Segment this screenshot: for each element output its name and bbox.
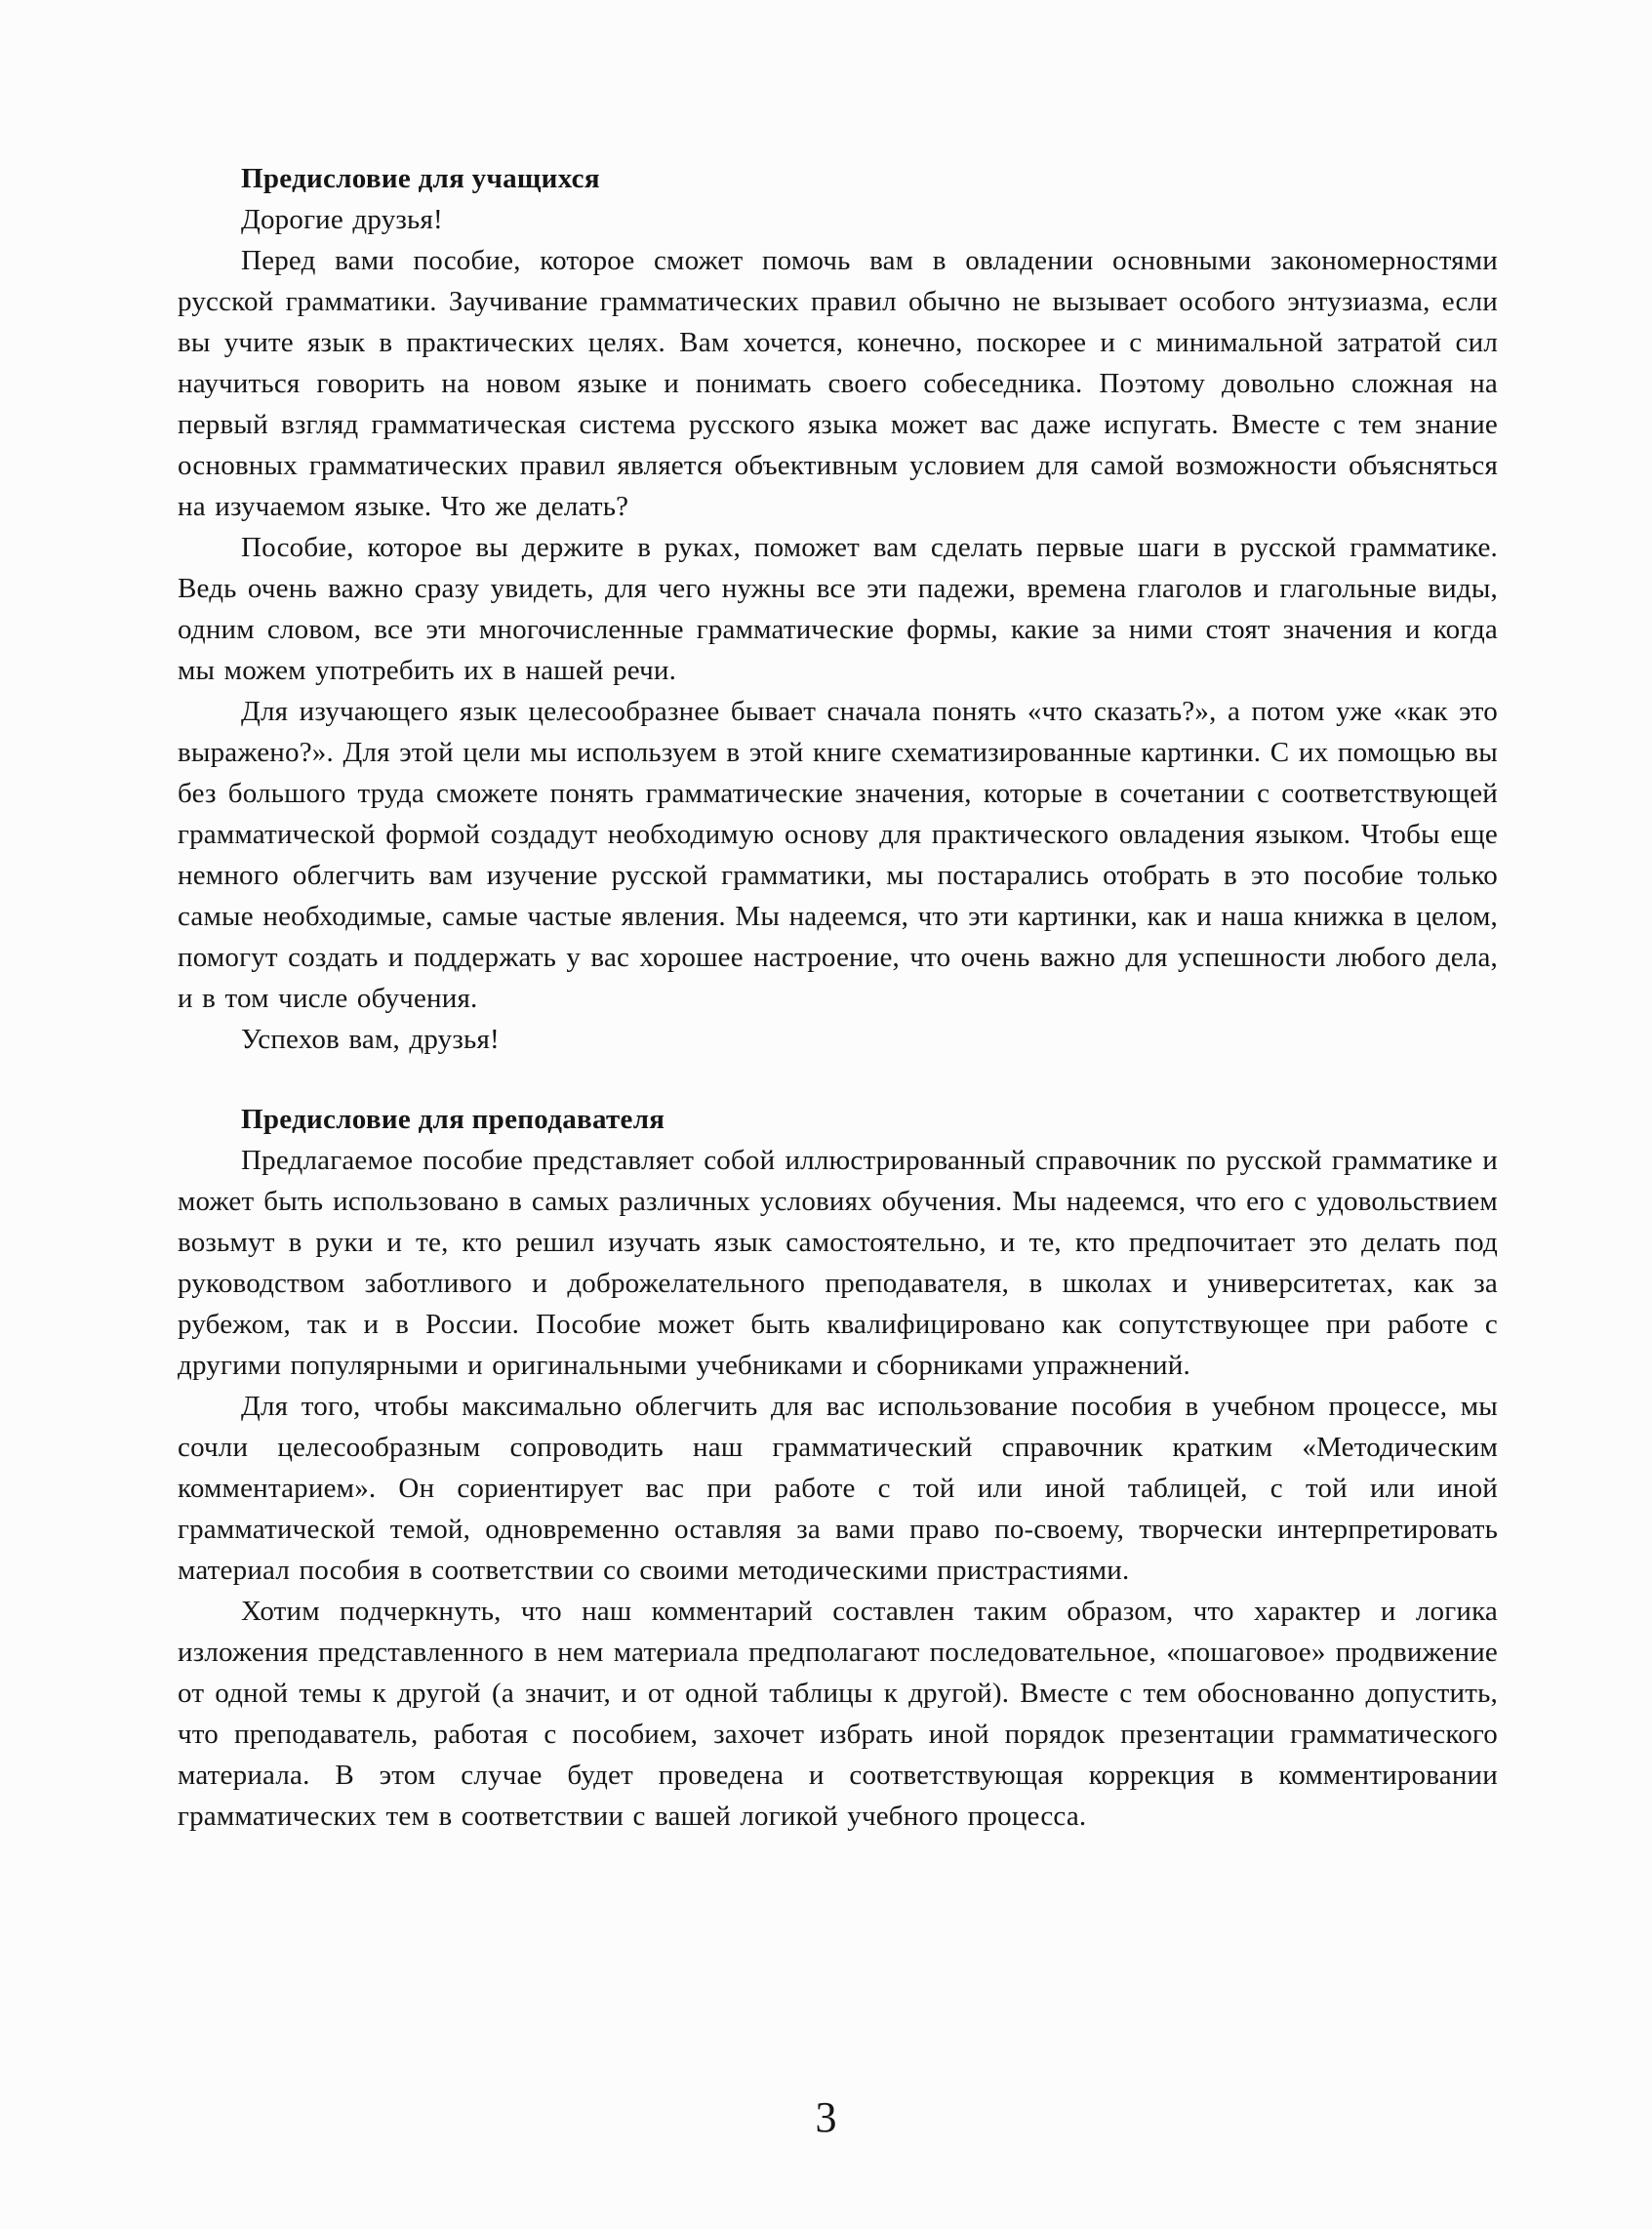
paragraph: Для изучающего язык целесообразнее бывает сначала понять «что сказать?», а потом уже «как это выражено?». Для этой цели мы используем в этой книге схематизированные картинки. С их помощью вы без большого труда сможете понять грамматические значения, которые в сочетании с соответствующей грамматической формой создадут необходимую основу для практического овладения языком. Чтобы еще немного облегчить вам изучение русской грамматики, мы постарались отобрать в это пособие только самые необходимые, самые частые явления. Мы надеемся, что эти картинки, как и наша книжка в целом, помогут создать и поддержать у вас хорошее настроение, что очень важно для успешности любого дела, и в том числе обучения. [178,696,1498,1014]
paragraph: Для того, чтобы максимально облегчить для вас использование пособия в учебном процессе, мы сочли целесообразным сопроводить наш грамматический справочник кратким «Методическим комментарием». Он сориентирует вас при работе с той или иной таблицей, с той или иной грамматической темой, одновременно оставляя за вами право по-своему, творчески интерпретировать материал пособия в соответствии со своими методическими пристрастиями. [178,1391,1498,1586]
page-number: 3 [815,2093,837,2141]
paragraph: Пособие, которое вы держите в руках, поможет вам сделать первые шаги в русской грамматике. Ведь очень важно сразу увидеть, для чего нужны все эти падежи, времена глаголов и глагольные виды, одним словом, все эти многочисленные грамматические формы, какие за ними стоят значения и когда мы можем употребить их в нашей речи. [178,532,1498,686]
paragraph: Дорогие друзья! [241,204,443,235]
preface-for-students-section [178,158,1498,1060]
preface-students-heading: Предисловие для учащихся [241,163,600,194]
paragraph: Успехов вам, друзья! [241,1024,500,1055]
preface-for-teacher-section [178,1099,1498,1837]
preface-teacher-heading: Предисловие для преподавателя [241,1104,665,1135]
paragraph: Предлагаемое пособие представляет собой иллюстрированный справочник по русской грамматике и может быть использовано в самых различных условиях обучения. Мы надеемся, что его с удовольствием возьмут в руки и те, кто решил изучать язык самостоятельно, и те, кто предпочитает это делать под руководством заботливого и доброжелательного преподавателя, в школах и университетах, как за рубежом, так и в России. Пособие может быть квалифицировано как сопутствующее при работе с другими популярными и оригинальными учебниками и сборниками упражнений. [178,1145,1498,1381]
paragraph: Хотим подчеркнуть, что наш комментарий составлен таким образом, что характер и логика изложения представленного в нем материала предполагают последовательное, «пошаговое» продвижение от одной темы к другой (а значит, и от одной таблицы к другой). Вместе с тем обоснованно допустить, что преподаватель, работая с пособием, захочет избрать иной порядок презентации грамматического материала. В этом случае будет проведена и соответствующая коррекция в комментировании грамматических тем в соответствии с вашей логикой учебного процесса. [178,1596,1498,1832]
paragraph: Перед вами пособие, которое сможет помочь вам в овладении основными закономерностями русской грамматики. Заучивание грамматических правил обычно не вызывает особого энтузиазма, если вы учите язык в практических целях. Вам хочется, конечно, поскорее и с минимальной затратой сил научиться говорить на новом языке и понимать своего собеседника. Поэтому довольно сложная на первый взгляд грамматическая система русского языка может вас даже испугать. Вместе с тем знание основных грамматических правил является объективным условием для самой возможности объясняться на изучаемом языке. Что же делать? [178,245,1498,522]
